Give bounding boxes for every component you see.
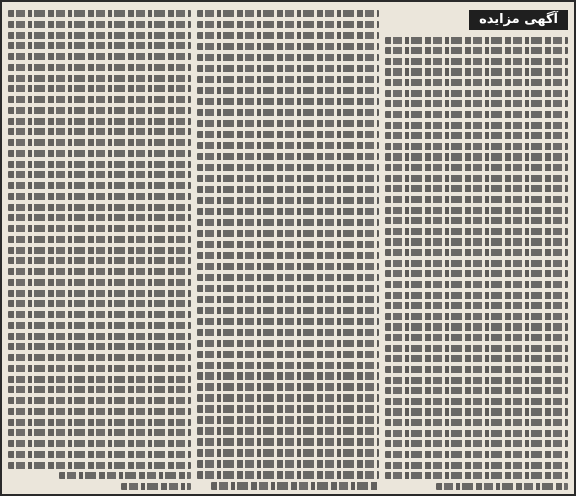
text-line	[385, 323, 568, 330]
text-line	[197, 362, 380, 369]
text-line	[8, 171, 191, 178]
text-line	[197, 252, 380, 259]
text-line	[197, 131, 380, 138]
text-line	[8, 419, 191, 426]
text-line	[385, 387, 568, 394]
text-line	[8, 139, 191, 146]
text-line	[197, 427, 380, 434]
text-line	[197, 383, 380, 390]
text-line	[385, 153, 568, 160]
text-line	[8, 300, 191, 307]
text-line	[197, 438, 380, 445]
text-line	[197, 394, 380, 401]
text-line	[197, 329, 380, 336]
text-line	[385, 472, 568, 479]
text-line	[197, 405, 380, 412]
text-line	[8, 21, 191, 28]
text-line	[385, 79, 568, 86]
text-line	[8, 397, 191, 404]
text-line	[385, 90, 568, 97]
text-line	[8, 440, 191, 447]
column-left	[8, 6, 191, 490]
text-line	[8, 53, 191, 60]
text-line	[197, 65, 380, 72]
text-line	[197, 164, 380, 171]
column-middle	[197, 6, 380, 490]
text-line	[8, 451, 191, 458]
notice-columns	[8, 6, 568, 490]
text-line	[385, 143, 568, 150]
text-line	[8, 75, 191, 82]
text-line	[385, 260, 568, 267]
text-line	[197, 241, 380, 248]
text-line	[385, 175, 568, 182]
text-line	[385, 292, 568, 299]
text-line	[8, 42, 191, 49]
text-line	[197, 416, 380, 423]
text-line	[8, 257, 191, 264]
text-line	[385, 313, 568, 320]
text-line	[385, 302, 568, 309]
text-line	[197, 87, 380, 94]
text-line	[385, 37, 568, 44]
text-line	[385, 334, 568, 341]
text-line	[197, 460, 380, 467]
text-line	[385, 398, 568, 405]
text-line	[8, 107, 191, 114]
text-line	[8, 279, 191, 286]
text-line	[197, 186, 380, 193]
text-line	[385, 111, 568, 118]
text-line	[8, 182, 191, 189]
text-line	[385, 419, 568, 426]
text-line	[197, 120, 380, 127]
text-line	[197, 372, 380, 379]
text-line	[8, 376, 191, 383]
text-line	[197, 263, 380, 270]
text-line	[8, 311, 191, 318]
text-line	[385, 408, 568, 415]
text-line	[8, 96, 191, 103]
text-line	[8, 64, 191, 71]
text-line	[211, 482, 379, 489]
text-line	[197, 318, 380, 325]
text-line	[197, 153, 380, 160]
text-line	[385, 132, 568, 139]
text-line	[197, 471, 380, 478]
text-line	[197, 175, 380, 182]
text-line	[8, 204, 191, 211]
column-right	[385, 6, 568, 490]
text-line	[385, 440, 568, 447]
notice-heading: آگهی مزایده	[469, 10, 568, 30]
text-line	[59, 472, 191, 479]
text-line	[385, 366, 568, 373]
text-line	[385, 68, 568, 75]
text-line	[385, 270, 568, 277]
text-line	[197, 98, 380, 105]
text-line	[8, 225, 191, 232]
text-line	[197, 76, 380, 83]
text-line	[8, 408, 191, 415]
text-line	[8, 290, 191, 297]
text-line	[8, 32, 191, 39]
text-line	[197, 197, 380, 204]
text-line	[8, 161, 191, 168]
text-line	[385, 47, 568, 54]
text-line	[197, 43, 380, 50]
text-line	[197, 208, 380, 215]
text-line	[385, 281, 568, 288]
text-line	[8, 429, 191, 436]
text-line	[197, 351, 380, 358]
text-line	[8, 214, 191, 221]
text-line	[197, 219, 380, 226]
text-line	[197, 449, 380, 456]
text-line	[8, 386, 191, 393]
text-line	[385, 238, 568, 245]
text-line	[8, 333, 191, 340]
text-line	[8, 365, 191, 372]
text-line	[385, 100, 568, 107]
text-line	[8, 462, 191, 469]
text-line	[8, 354, 191, 361]
text-line	[8, 10, 191, 17]
text-line	[8, 150, 191, 157]
text-line	[8, 128, 191, 135]
text-line	[385, 451, 568, 458]
text-line	[197, 274, 380, 281]
text-line	[197, 32, 380, 39]
text-line	[8, 193, 191, 200]
text-line	[8, 247, 191, 254]
text-line	[197, 285, 380, 292]
text-line	[197, 307, 380, 314]
text-line	[197, 230, 380, 237]
text-line	[8, 85, 191, 92]
text-line	[197, 296, 380, 303]
text-line	[385, 217, 568, 224]
text-line	[385, 196, 568, 203]
text-line	[197, 340, 380, 347]
text-line	[385, 164, 568, 171]
text-line	[8, 343, 191, 350]
text-line	[385, 430, 568, 437]
text-line	[385, 249, 568, 256]
text-line	[8, 268, 191, 275]
text-line	[121, 483, 190, 490]
text-line	[197, 54, 380, 61]
text-line	[385, 345, 568, 352]
text-line	[385, 228, 568, 235]
text-line	[197, 109, 380, 116]
text-line	[385, 185, 568, 192]
text-line	[385, 58, 568, 65]
text-line	[8, 236, 191, 243]
text-line	[197, 10, 380, 17]
text-line	[385, 207, 568, 214]
text-line	[8, 118, 191, 125]
text-line	[385, 462, 568, 469]
text-line	[385, 355, 568, 362]
text-line	[385, 377, 568, 384]
text-line	[197, 21, 380, 28]
text-line	[385, 122, 568, 129]
text-line	[197, 142, 380, 149]
text-line	[8, 322, 191, 329]
text-line	[436, 483, 568, 490]
